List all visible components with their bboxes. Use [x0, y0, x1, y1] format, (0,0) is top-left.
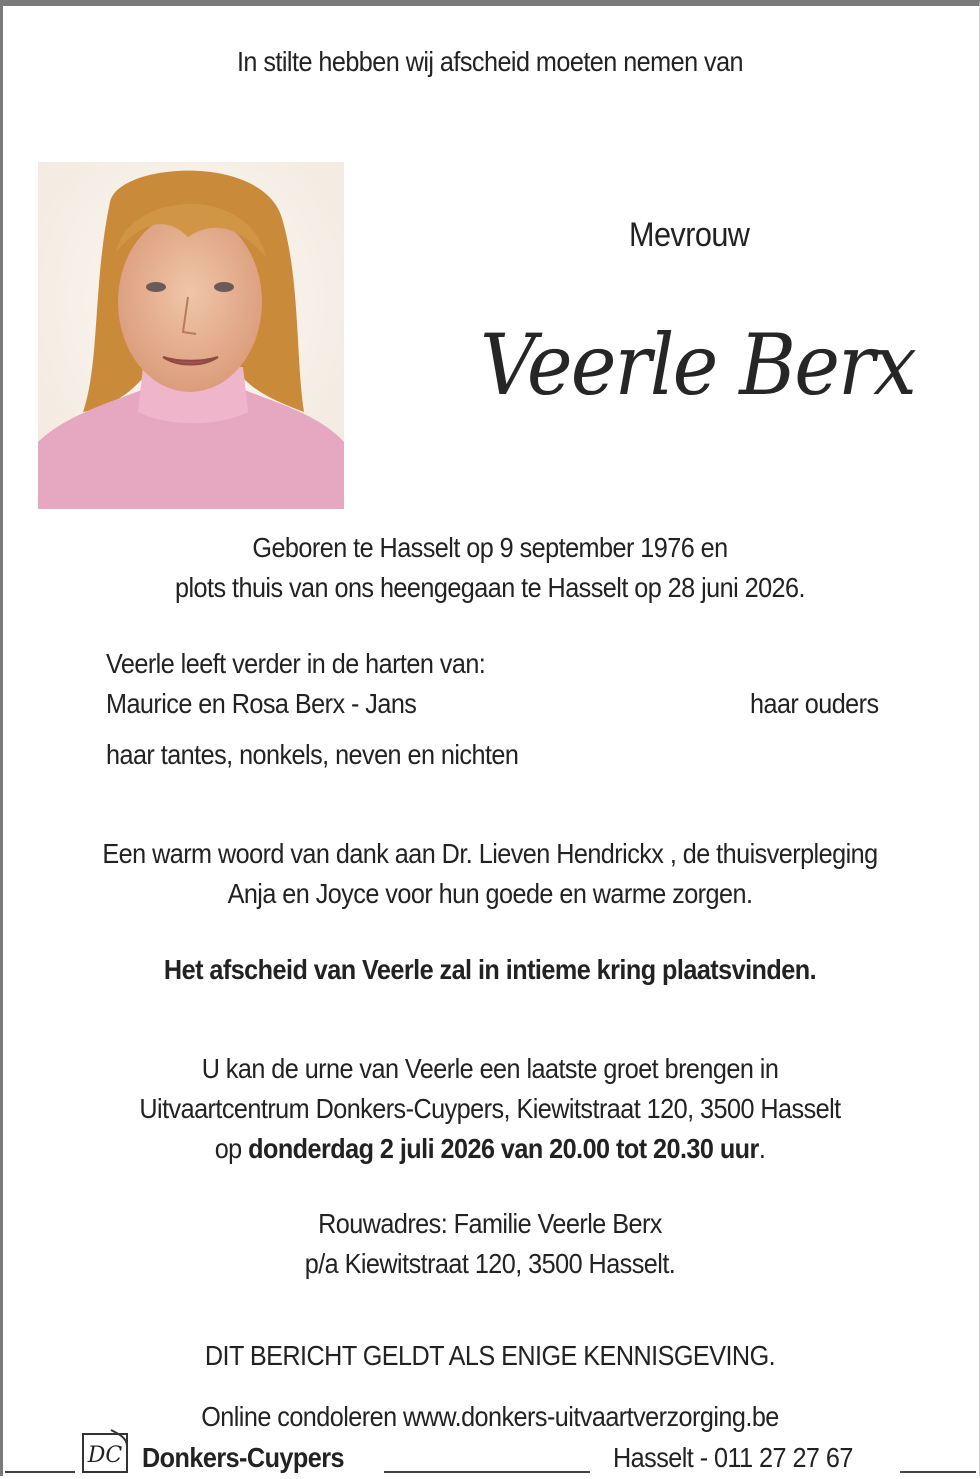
birth-line: Geboren te Hasselt op 9 september 1976 en [252, 532, 728, 563]
visit-line-1: U kan de urne van Veerle een laatste groet brengen in [201, 1053, 779, 1084]
other-relatives: haar tantes, nonkels, neven en nichten [106, 739, 519, 770]
parents-role: haar ouders [750, 688, 879, 719]
logo-initials: DC [87, 1443, 123, 1468]
funeral-home-logo [81, 1428, 129, 1474]
intro-text: In stilte hebben wij afscheid moeten nemen van [236, 46, 744, 77]
survivors-heading: Veerle leeft verder in de harten van: [106, 648, 486, 679]
death-line: plots thuis van ons heengegaan te Hasselt op 28 juni 2026. [175, 572, 805, 603]
parents-names: Maurice en Rosa Berx - Jans [106, 688, 417, 719]
visit-line-2: Uitvaartcentrum Donkers-Cuypers, Kiewitstraat 120, 3500 Hasselt [139, 1093, 841, 1124]
visit-prefix: op [214, 1133, 249, 1164]
visit-line-3 [49, 1133, 931, 1165]
thanks-line-2: Anja en Joyce voor hun goede en warme zorgen. [227, 878, 753, 909]
funeral-home-contact: Hasselt - 011 27 27 67 [613, 1442, 853, 1473]
online-condolence-link[interactable]: Online condoleren www.donkers-uitvaartverzorging.be [201, 1401, 779, 1432]
footer-rule-left [5, 1471, 75, 1473]
footer-rule-middle [384, 1471, 590, 1473]
footer-rule-right [900, 1471, 976, 1473]
funeral-home-name: Donkers-Cuypers [142, 1442, 344, 1473]
title-prefix: Mevrouw [629, 216, 750, 254]
deceased-name: Veerle Berx [480, 316, 915, 414]
visit-suffix: . [758, 1133, 766, 1164]
visit-datetime: donderdag 2 juli 2026 van 20.00 tot 20.30 uur [248, 1133, 759, 1164]
notice-statement: DIT BERICHT GELDT ALS ENIGE KENNISGEVING. [204, 1340, 776, 1371]
farewell-notice: Het afscheid van Veerle zal in intieme kring plaatsvinden. [163, 954, 817, 985]
thanks-line-1: Een warm woord van dank aan Dr. Lieven Hendrickx , de thuisverpleging [102, 838, 878, 869]
mourning-address-line-2: p/a Kiewitstraat 120, 3500 Hasselt. [304, 1248, 676, 1279]
portrait-photo [38, 162, 344, 509]
mourning-address-line-1: Rouwadres: Familie Veerle Berx [318, 1208, 662, 1239]
